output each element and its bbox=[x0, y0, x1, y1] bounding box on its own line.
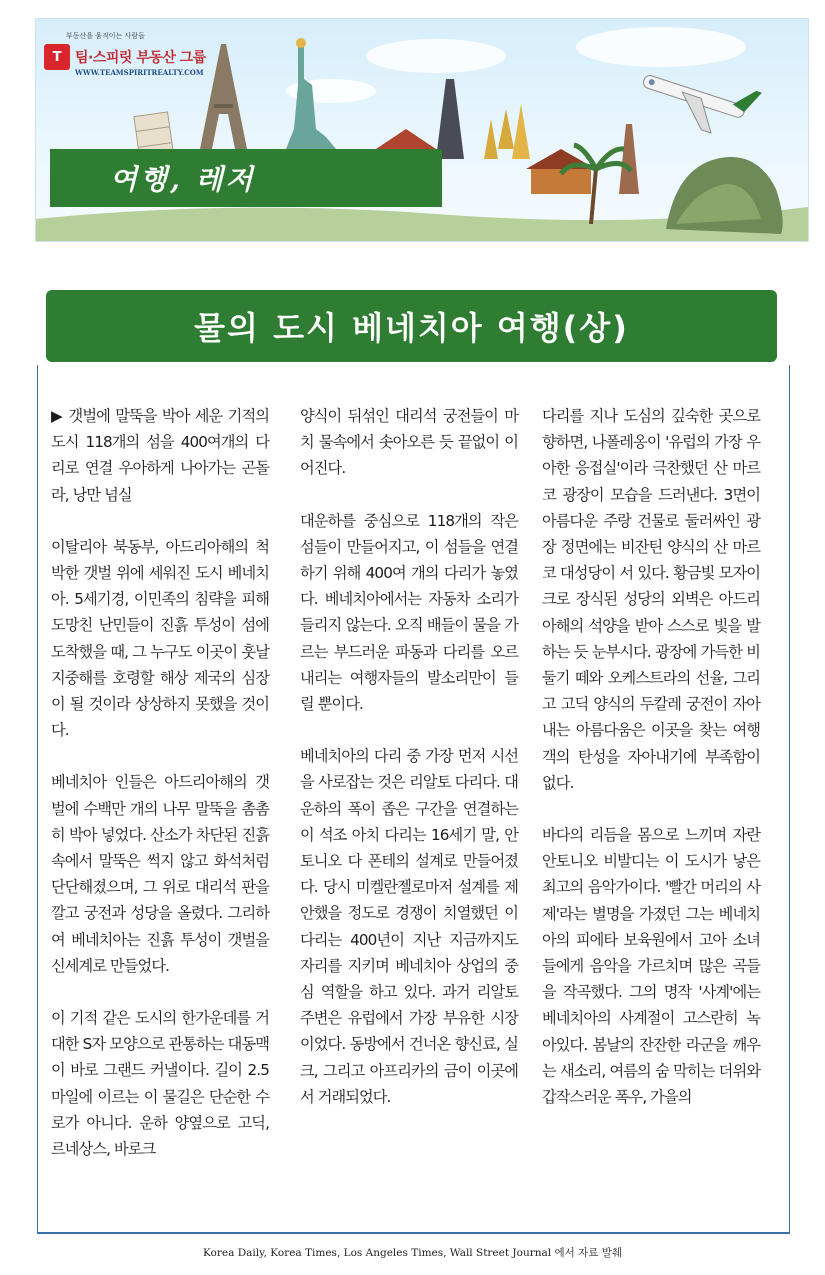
logo-tagline: 부동산을 움직이는 사람들 bbox=[66, 32, 145, 40]
source-credit: Korea Daily, Korea Times, Los Angeles Times, Wall Street Journal 에서 자료 발췌 bbox=[202, 1247, 622, 1259]
house-logo-icon: T bbox=[44, 44, 70, 70]
article-paragraph: 이 기적 같은 도시의 한가운데를 거대한 S자 모양으로 관통하는 대동맥이 바로 그랜드 커낼이다. 길이 2.5마일에 이르는 이 물길은 단순한 수로가 아니다. 운하 양옆으로 고딕, 르네상스, 바로크 bbox=[51, 1009, 269, 1159]
article-paragraph: 양식이 뒤섞인 대리석 궁전들이 마치 물속에서 솟아오른 듯 끝없이 이어진다. bbox=[300, 407, 518, 478]
article-title-box bbox=[46, 290, 777, 362]
company-logo[interactable] bbox=[44, 31, 219, 77]
article-column-3 bbox=[542, 403, 760, 1136]
article-paragraph: 베네치아의 다리 중 가장 먼저 시선을 사로잡는 것은 리알토 다리다. 대운하의 폭이 좁은 구간을 연결하는 이 석조 아치 다리는 16세기 말, 안토니오 다 폰테의 설계로 만들어졌다. 당시 미켈란젤로마저 설계를 제안했을 정도로 경쟁이 치열했던 이 다리는 400년이 지난 지금까지도 자리를 지키며 베네치아 상업의 중심 역할을 하고 있다. 과거 리알토 주변은 유럽에서 가장 부유한 시장이었다. 동방에서 건너온 향신료, 실크, 그리고 아프리카의 금이 이곳에서 거래되었다. bbox=[300, 747, 518, 1106]
article-column-2 bbox=[300, 403, 518, 1136]
logo-website-url[interactable]: WWW.TEAMSPIRITREALTY.COM bbox=[75, 68, 204, 77]
article-title: 물의 도시 베네치아 여행(상) bbox=[194, 309, 629, 347]
article-paragraph: 이탈리아 북동부, 아드리아해의 척박한 갯벌 위에 세워진 도시 베네치아. 5세기경, 이민족의 침략을 피해 도망친 난민들이 진흙 투성이 섬에 도착했을 때, 그 누구도 이곳이 훗날 지중해를 호령할 해상 제국의 심장이 될 것이라 상상하지 못했을 것이다. bbox=[51, 537, 269, 740]
category-banner bbox=[50, 149, 442, 207]
article-paragraph: ▶ 갯벌에 말뚝을 박아 세운 기적의 도시 118개의 섬을 400여개의 다리로 연결 우아하게 나아가는 곤돌라, 낭만 넘실 bbox=[51, 407, 269, 504]
header-banner bbox=[35, 18, 809, 242]
article-paragraph: 다리를 지나 도심의 깊숙한 곳으로 향하면, 나폴레옹이 '유럽의 가장 우아한 응접실'이라 극찬했던 산 마르코 광장이 모습을 드러낸다. 3면이 아름다운 주랑 건물로 둘러싸인 광장 정면에는 비잔틴 양식의 산 마르코 대성당이 서 있다. 황금빛 모자이크로 장식된 성당의 외벽은 아드리아해의 석양을 받아 스스로 빛을 발하는 듯 눈부시다. 광장에 가득한 비둘기 떼와 오케스트라의 선율, 그리고 고딕 양식의 두칼레 궁전이 자아내는 아름다움은 이곳을 찾는 여행객의 탄성을 자아내기에 부족함이 없다. bbox=[542, 407, 760, 792]
logo-company-name: 팀·스피릿 부동산 그룹 bbox=[75, 50, 206, 66]
article-frame bbox=[37, 365, 790, 1234]
article-paragraph: 바다의 리듬을 몸으로 느끼며 자란 안토니오 비발디는 이 도시가 낳은 최고의 음악가이다. '빨간 머리의 사제'라는 별명을 가졌던 그는 베네치아의 피에타 보육원에서 고아 소녀들에게 음악을 가르치며 많은 곡들을 작곡했다. 그의 명작 '사계'에는 베네치아의 사계절이 고스란히 녹아있다. 봄날의 잔잔한 라군을 깨우는 새소리, 여름의 숨 막히는 더위와 갑작스러운 폭우, 가을의 bbox=[542, 826, 760, 1107]
category-label: 여행, 레저 bbox=[110, 163, 256, 196]
article-column-1 bbox=[51, 403, 269, 1188]
article-paragraph: 베네치아 인들은 아드리아해의 갯벌에 수백만 개의 나무 말뚝을 촘촘히 박아 넣었다. 산소가 차단된 진흙 속에서 말뚝은 썩지 않고 화석처럼 단단해졌으며, 그 위로 대리석 판을 깔고 궁전과 성당을 올렸다. 그리하여 베네치아는 진흙 투성이 갯벌을 신세계로 만들었다. bbox=[51, 773, 269, 975]
article-paragraph: 대운하를 중심으로 118개의 작은 섬들이 만들어지고, 이 섬들을 연결하기 위해 400여 개의 다리가 놓였다. 베네치아에서는 자동차 소리가 들리지 않는다. 오직 배들이 물을 가르는 부드러운 파동과 다리를 오르내리는 여행자들의 발소리만이 들릴 뿐이다. bbox=[300, 511, 518, 714]
